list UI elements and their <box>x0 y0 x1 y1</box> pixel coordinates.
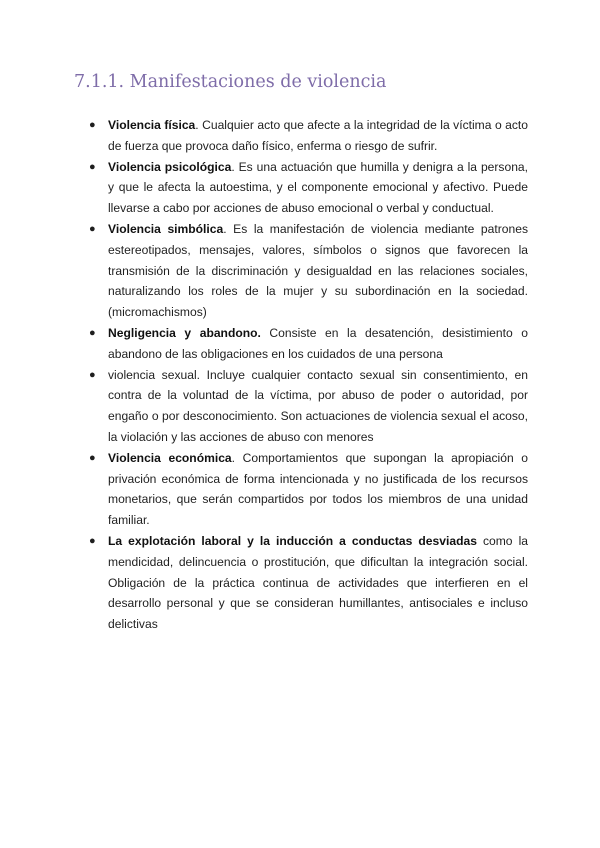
bullet-icon: ● <box>89 534 96 547</box>
item-text: . Es la manifestación de violencia mediante patrones estereotipados, mensajes, valores, símbolos o signos que favorecen la transmisión de la discriminación y desigualdad en las relaciones sociales, naturalizando los roles de la mujer y su subordinación en la sociedad. (micromachismos) <box>108 221 528 320</box>
violence-types-list <box>89 115 529 635</box>
bullet-icon: ● <box>89 222 96 235</box>
section-heading: 7.1.1. Manifestaciones de violencia <box>74 72 387 92</box>
item-term: Violencia económica <box>108 450 232 465</box>
item-text: . Es una actuación que humilla y denigra a la persona, y que le afecta la autoestima, y el componente emocional y afectivo. Puede llevarse a cabo por acciones de abuso emocional o verbal y conductual. <box>108 159 529 216</box>
bullet-icon: ● <box>89 451 96 464</box>
list-item <box>89 531 528 635</box>
item-text: . Comportamientos que supongan la apropiación o privación económica de forma intencionada y no justificada de los recursos monetarios, que serán compartidos por todos los miembros de una unidad familiar. <box>108 450 528 528</box>
item-text: Consiste en la desatención, desistimiento o abandono de las obligaciones en los cuidados de una persona <box>108 325 528 361</box>
bullet-icon: ● <box>89 368 96 381</box>
list-item <box>89 219 528 323</box>
item-term: Violencia psicológica <box>108 159 232 174</box>
item-text: violencia sexual. Incluye cualquier contacto sexual sin consentimiento, en contra de la voluntad de la víctima, por abuso de poder o autoridad, por engaño o por desconocimiento. Son actuaciones de violencia sexual el acoso, la violación y las acciones de abuso con menores <box>108 367 528 444</box>
list-item <box>89 448 528 531</box>
bullet-icon: ● <box>89 119 96 131</box>
list-item <box>89 115 528 157</box>
item-term: Negligencia y abandono. <box>108 325 261 340</box>
item-term: La explotación laboral y la inducción a conductas desviadas <box>108 533 477 548</box>
bullet-icon: ● <box>89 326 96 339</box>
item-text: . Cualquier acto que afecte a la integridad de la víctima o acto de fuerza que provoca daño físico, enferma o riesgo de sufrir. <box>108 118 528 153</box>
list-item <box>89 157 529 219</box>
bullet-icon: ● <box>89 160 96 173</box>
item-term: Violencia física <box>108 118 196 132</box>
item-text: como la mendicidad, delincuencia o prostitución, que dificultan la integración social. Obligación de la práctica continua de actividades que interfieren en el desarrollo personal y que se consideran humillantes, antisociales e incluso delictivas <box>108 533 528 632</box>
list-item <box>89 323 528 365</box>
item-term: Violencia simbólica <box>108 221 224 236</box>
list-item <box>89 365 528 448</box>
